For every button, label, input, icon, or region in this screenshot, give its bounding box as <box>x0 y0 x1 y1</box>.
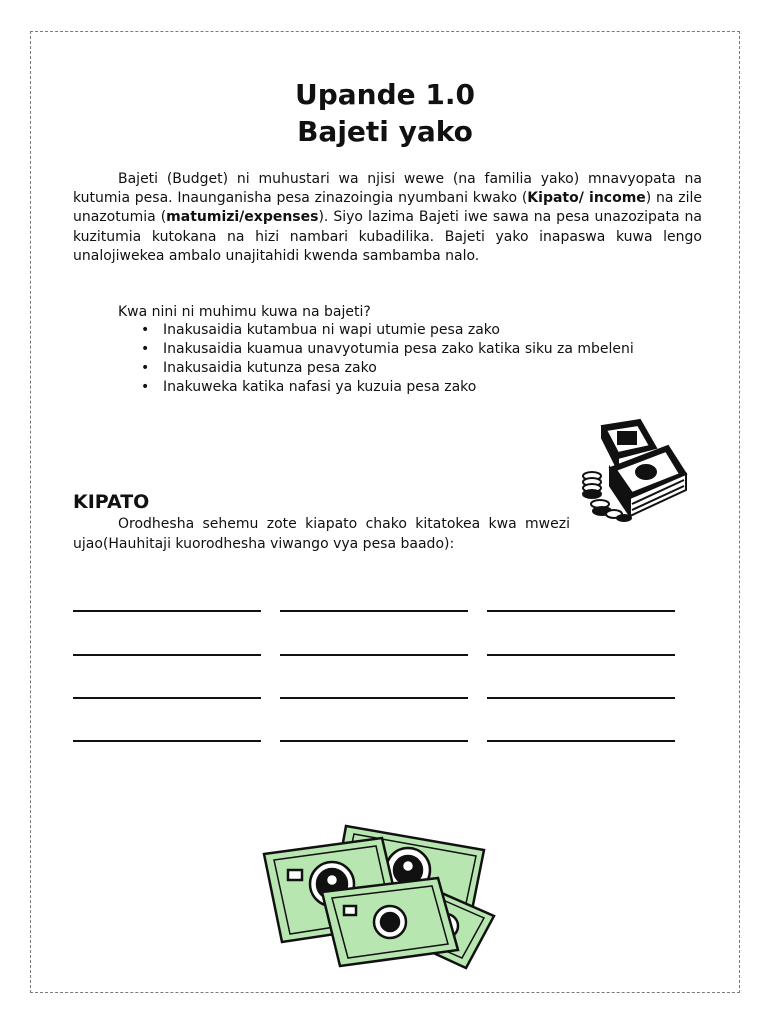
intro-text-3: ). Siyo lazima Bajeti iwe sawa na pesa unazozipata na kuzitumia kutokana na hizi nambari kubadilika. Bajeti yako inapaswa kuwa lengo unalojiwekea ambalo unajitahidi kwenda sambamba nalo. <box>73 209 702 264</box>
write-line[interactable] <box>73 697 261 699</box>
reasons-list <box>140 321 634 397</box>
write-line[interactable] <box>280 697 468 699</box>
kipato-instruction: Orodhesha sehemu zote kiapato chako kitatokea kwa mwezi ujao(Hauhitaji kuorodhesha viwango vya pesa baado): <box>73 516 570 552</box>
write-line[interactable] <box>487 740 675 742</box>
list-item <box>140 378 634 397</box>
write-line[interactable] <box>487 697 675 699</box>
list-item-text: Inakusaidia kuamua unavyotumia pesa zako katika siku za mbeleni <box>163 341 634 357</box>
list-item-text: Inakusaidia kutambua ni wapi utumie pesa zako <box>163 322 500 338</box>
write-line[interactable] <box>73 610 261 612</box>
list-item-text: Inakuweka katika nafasi ya kuzuia pesa zako <box>163 379 477 395</box>
write-line[interactable] <box>73 740 261 742</box>
page-title: Upande 1.0 <box>295 78 475 111</box>
bullet: • <box>141 322 150 338</box>
intro-paragraph <box>73 170 702 266</box>
write-line[interactable] <box>280 740 468 742</box>
list-item <box>140 359 634 378</box>
page-subtitle: Bajeti yako <box>297 115 473 148</box>
stacked-money-icon <box>580 418 692 522</box>
write-line[interactable] <box>73 654 261 656</box>
write-line[interactable] <box>487 610 675 612</box>
write-line[interactable] <box>280 610 468 612</box>
list-item <box>140 340 634 359</box>
write-line[interactable] <box>487 654 675 656</box>
bullet: • <box>141 360 150 376</box>
intro-text-2: ) na zile unazotumia ( <box>73 190 702 226</box>
write-line[interactable] <box>280 654 468 656</box>
list-item-text: Inakusaidia kutunza pesa zako <box>163 360 377 376</box>
intro-bold-expenses: matumizi/expenses <box>166 209 319 226</box>
intro-bold-income: Kipato/ income <box>527 190 646 207</box>
intro-text-1: Bajeti (Budget) ni muhustari wa njisi wewe (na familia yako) mnavyopata na kutumia pesa. Inaunganisha pesa zinazoingia nyumbani kwako ( <box>73 171 702 207</box>
bullet: • <box>141 379 150 395</box>
dollar-bills-icon <box>262 820 498 970</box>
kipato-heading: KIPATO <box>73 491 150 513</box>
list-item <box>140 321 634 340</box>
bullet: • <box>141 341 150 357</box>
budget-question: Kwa nini ni muhimu kuwa na bajeti? <box>118 304 371 320</box>
